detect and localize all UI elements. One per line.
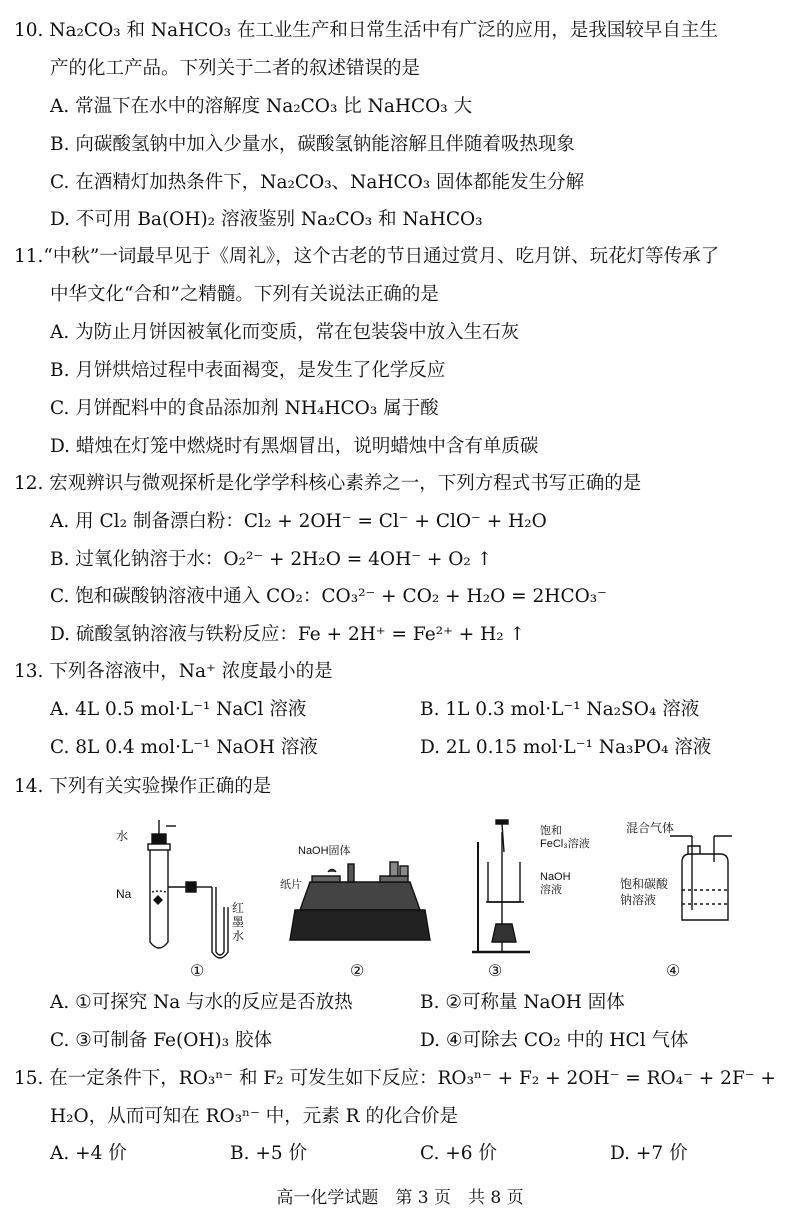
page-footer: 高一化学试题 第 3 页 共 8 页 [276,1188,524,1208]
apparatus-1 [116,820,244,980]
q14-stem-line1: 14. 下列有关实验操作正确的是 [14,776,272,797]
label-fecl3-1: 饱和 [540,825,562,837]
q15-option-d: D. +7 价 [610,1143,688,1164]
q12-option-b: B. 过氧化钠溶于水：O₂²⁻ + 2H₂O = 4OH⁻ + O₂ ↑ [50,549,493,570]
q11-option-b: B. 月饼烘焙过程中表面褐变，是发生了化学反应 [50,360,446,381]
label-naoh-sol-2: 溶液 [540,884,562,896]
q10-option-a: A. 常温下在水中的溶解度 Na₂CO₃ 比 NaHCO₃ 大 [50,96,473,117]
apparatus-2 [280,843,430,980]
label-red-ink-2: 墨 [232,915,245,929]
q12-option-c: C. 饱和碳酸钠溶液中通入 CO₂：CO₃²⁻ + CO₂ + H₂O = 2HCO₃⁻ [50,586,607,607]
q11-option-d: D. 蜡烛在灯笼中燃烧时有黑烟冒出，说明蜡烛中含有单质碳 [50,436,539,457]
q12-option-d: D. 硫酸氢钠溶液与铁粉反应：Fe + 2H⁺ = Fe²⁺ + H₂ ↑ [50,624,526,645]
label-naoh-sol-1: NaOH [540,871,571,883]
q13-option-b: B. 1L 0.3 mol·L⁻¹ Na₂SO₄ 溶液 [420,699,700,720]
q13-option-d: D. 2L 0.15 mol·L⁻¹ Na₃PO₄ 溶液 [420,737,712,758]
figure-number-4: ④ [666,963,681,980]
label-red-ink-1: 红 [232,901,245,915]
q13-option-a: A. 4L 0.5 mol·L⁻¹ NaCl 溶液 [50,699,307,720]
q14-option-a: A. ①可探究 Na 与水的反应是否放热 [50,992,353,1013]
figure-number-3: ③ [488,963,503,980]
figure-number-1: ① [190,963,205,980]
label-sat-1: 饱和碳酸 [620,877,669,891]
q11-option-a: A. 为防止月饼因被氧化而变质，常在包装袋中放入生石灰 [50,322,520,343]
lab-apparatus-figure [100,812,740,992]
q15-stem-line1: 15. 在一定条件下，RO₃ⁿ⁻ 和 F₂ 可发生如下反应：RO₃ⁿ⁻ + F₂ + 2OH⁻ = RO₄⁻ + 2F⁻ + [14,1068,776,1089]
q11-stem-line2: 中华文化“合和”之精髓。下列有关说法正确的是 [50,284,439,305]
figure-number-2: ② [350,963,365,980]
label-naoh-solid: NaOH固体 [298,845,351,857]
q14-option-d: D. ④可除去 CO₂ 中的 HCl 气体 [420,1030,689,1051]
q10-stem-line2: 产的化工产品。下列关于二者的叙述错误的是 [50,58,421,79]
apparatus-4 [620,820,732,980]
q15-option-b: B. +5 价 [230,1143,308,1164]
q15-option-c: C. +6 价 [420,1143,497,1164]
q15-option-a: A. +4 价 [50,1143,127,1164]
q11-stem-line1: 11.“中秋”一词最早见于《周礼》，这个古老的节日通过赏月、吃月饼、玩花灯等传承了 [14,246,720,267]
q12-stem-line1: 12. 宏观辨识与微观探析是化学学科核心素养之一，下列方程式书写正确的是 [14,473,642,494]
q13-option-c: C. 8L 0.4 mol·L⁻¹ NaOH 溶液 [50,737,318,758]
q10-stem-line1: 10. Na₂CO₃ 和 NaHCO₃ 在工业生产和日常生活中有广泛的应用，是我国较早自主生 [14,20,718,41]
q10-option-c: C. 在酒精灯加热条件下，Na₂CO₃、NaHCO₃ 固体都能发生分解 [50,172,585,193]
label-paper: 纸片 [280,879,302,891]
q10-option-d: D. 不可用 Ba(OH)₂ 溶液鉴别 Na₂CO₃ 和 NaHCO₃ [50,209,483,230]
q15-stem-line2: H₂O，从而可知在 RO₃ⁿ⁻ 中，元素 R 的化合价是 [50,1106,458,1127]
label-mixed-gas: 混合气体 [626,821,675,835]
label-sat-2: 钠溶液 [620,893,657,907]
q11-option-c: C. 月饼配料中的食品添加剂 NH₄HCO₃ 属于酸 [50,398,439,419]
apparatus-3 [472,820,590,980]
label-water: 水 [116,829,129,843]
q13-stem-line1: 13. 下列各溶液中，Na⁺ 浓度最小的是 [14,661,333,682]
q10-option-b: B. 向碳酸氢钠中加入少量水，碳酸氢钠能溶解且伴随着吸热现象 [50,134,575,155]
label-na: Na [116,887,132,901]
label-red-ink-3: 水 [232,929,245,943]
label-fecl3-2: FeCl₃溶液 [540,838,590,850]
q14-option-b: B. ②可称量 NaOH 固体 [420,992,625,1013]
q14-option-c: C. ③可制备 Fe(OH)₃ 胶体 [50,1030,273,1051]
q12-option-a: A. 用 Cl₂ 制备漂白粉：Cl₂ + 2OH⁻ = Cl⁻ + ClO⁻ + H₂O [50,511,547,532]
